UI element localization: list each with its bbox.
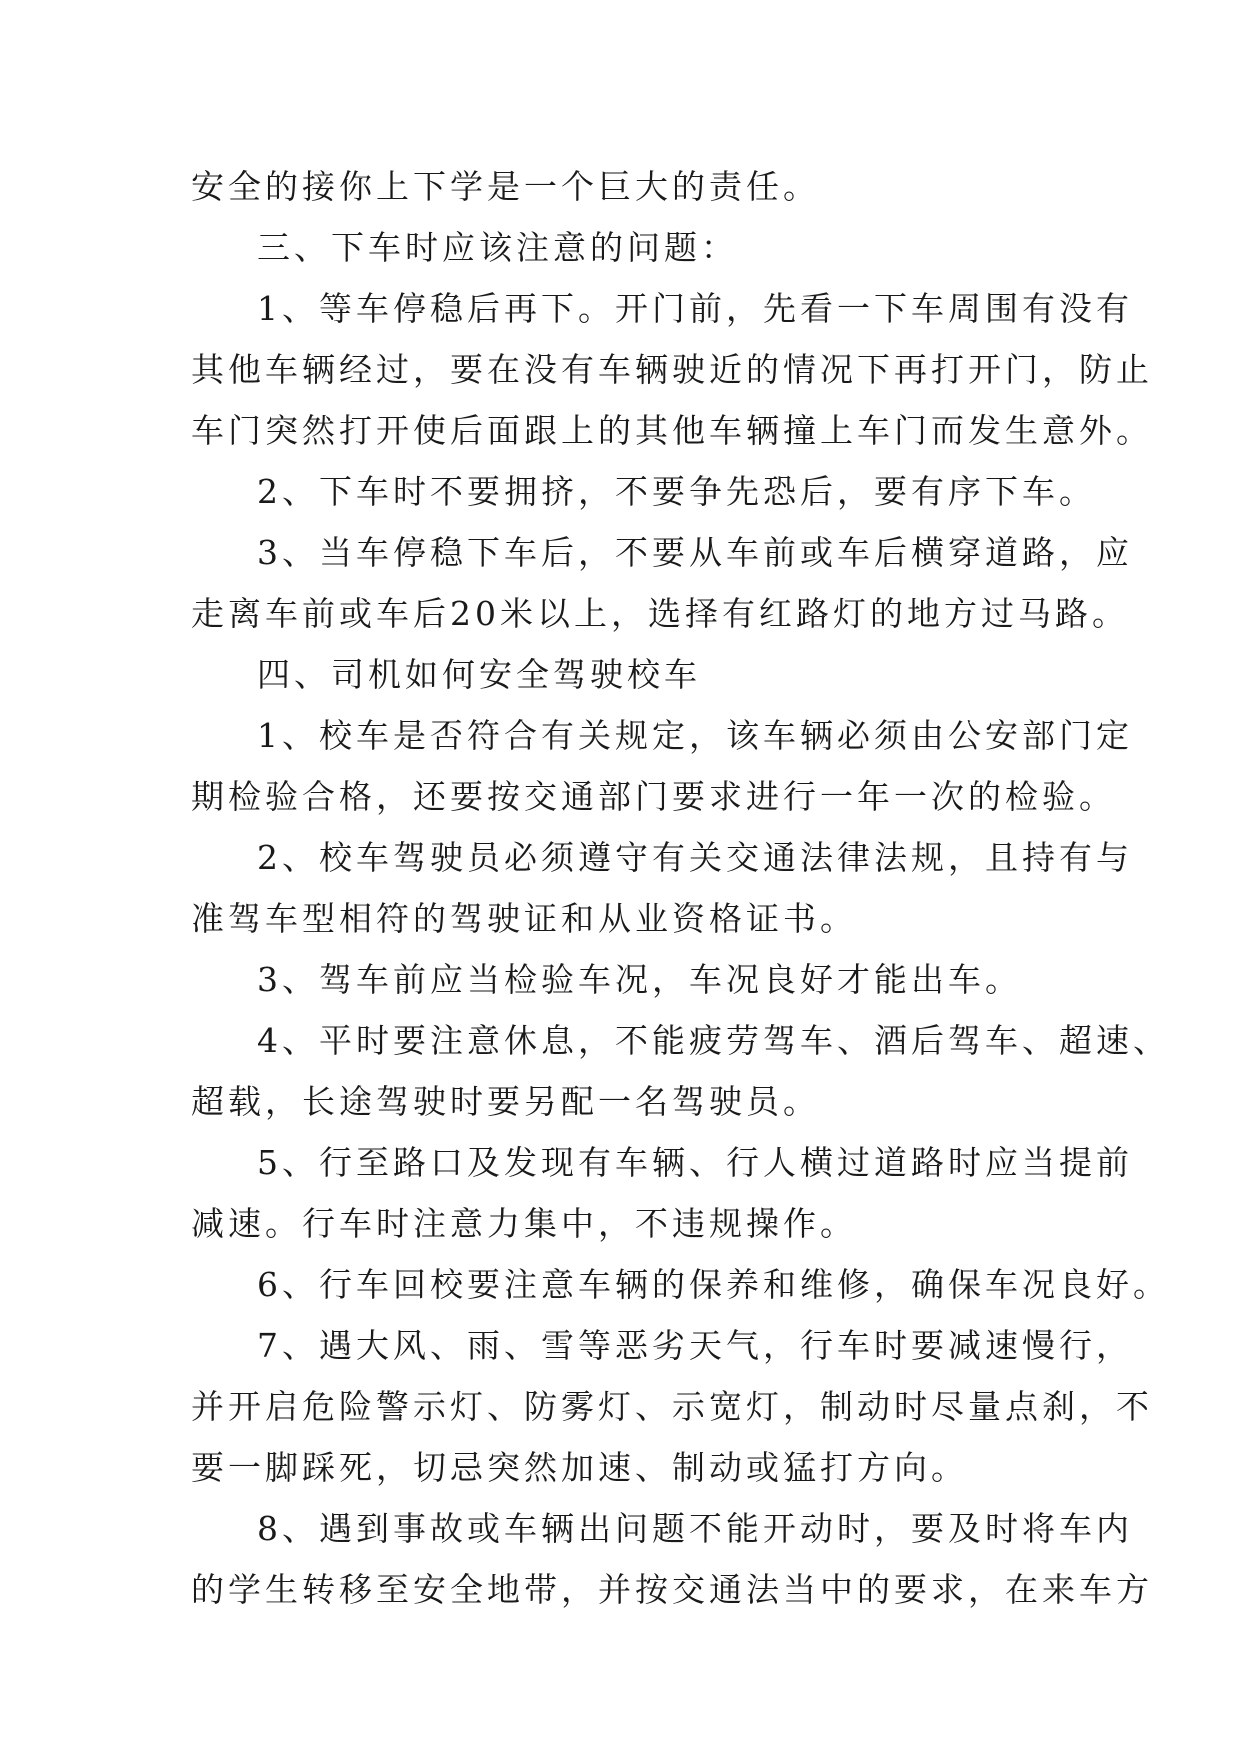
list-item-start: 5、行至路口及发现有车辆、行人横过道路时应当提前 — [257, 1143, 1133, 1182]
text-line: 减速。行车时注意力集中，不违规操作。 — [191, 1204, 857, 1243]
document-body — [191, 156, 1170, 1620]
section-heading: 四、司机如何安全驾驶校车 — [257, 655, 701, 694]
list-item-start: 8、遇到事故或车辆出问题不能开动时，要及时将车内 — [257, 1509, 1133, 1548]
list-item-start: 2、下车时不要拥挤，不要争先恐后，要有序下车。 — [257, 472, 1096, 511]
list-item-start: 1、等车停稳后再下。开门前，先看一下车周围有没有 — [257, 289, 1133, 328]
text-line: 超载，长途驾驶时要另配一名驾驶员。 — [191, 1082, 820, 1121]
list-item-start: 2、校车驾驶员必须遵守有关交通法律法规，且持有与 — [257, 838, 1133, 877]
text-line: 并开启危险警示灯、防雾灯、示宽灯，制动时尽量点刹，不 — [191, 1387, 1153, 1426]
list-item-start: 1、校车是否符合有关规定，该车辆必须由公安部门定 — [257, 716, 1133, 755]
text-line: 期检验合格，还要按交通部门要求进行一年一次的检验。 — [191, 777, 1116, 816]
text-line: 其他车辆经过，要在没有车辆驶近的情况下再打开门，防止 — [191, 350, 1153, 389]
list-item-start: 3、当车停稳下车后，不要从车前或车后横穿道路，应 — [257, 533, 1133, 572]
list-item-start: 7、遇大风、雨、雪等恶劣天气，行车时要减速慢行， — [257, 1326, 1133, 1365]
text-line: 要一脚踩死，切忌突然加速、制动或猛打方向。 — [191, 1448, 968, 1487]
list-item-start: 3、驾车前应当检验车况，车况良好才能出车。 — [257, 960, 1022, 999]
text-line: 走离车前或车后20米以上，选择有红路灯的地方过马路。 — [191, 594, 1129, 633]
list-item-start: 4、平时要注意休息，不能疲劳驾车、酒后驾车、超速、 — [257, 1021, 1170, 1060]
text-line: 安全的接你上下学是一个巨大的责任。 — [191, 167, 820, 206]
section-heading: 三、下车时应该注意的问题： — [257, 228, 738, 267]
list-item-start: 6、行车回校要注意车辆的保养和维修，确保车况良好。 — [257, 1265, 1170, 1304]
text-line: 准驾车型相符的驾驶证和从业资格证书。 — [191, 899, 857, 938]
text-line: 的学生转移至安全地带，并按交通法当中的要求，在来车方 — [191, 1570, 1153, 1609]
text-line: 车门突然打开使后面跟上的其他车辆撞上车门而发生意外。 — [191, 411, 1153, 450]
